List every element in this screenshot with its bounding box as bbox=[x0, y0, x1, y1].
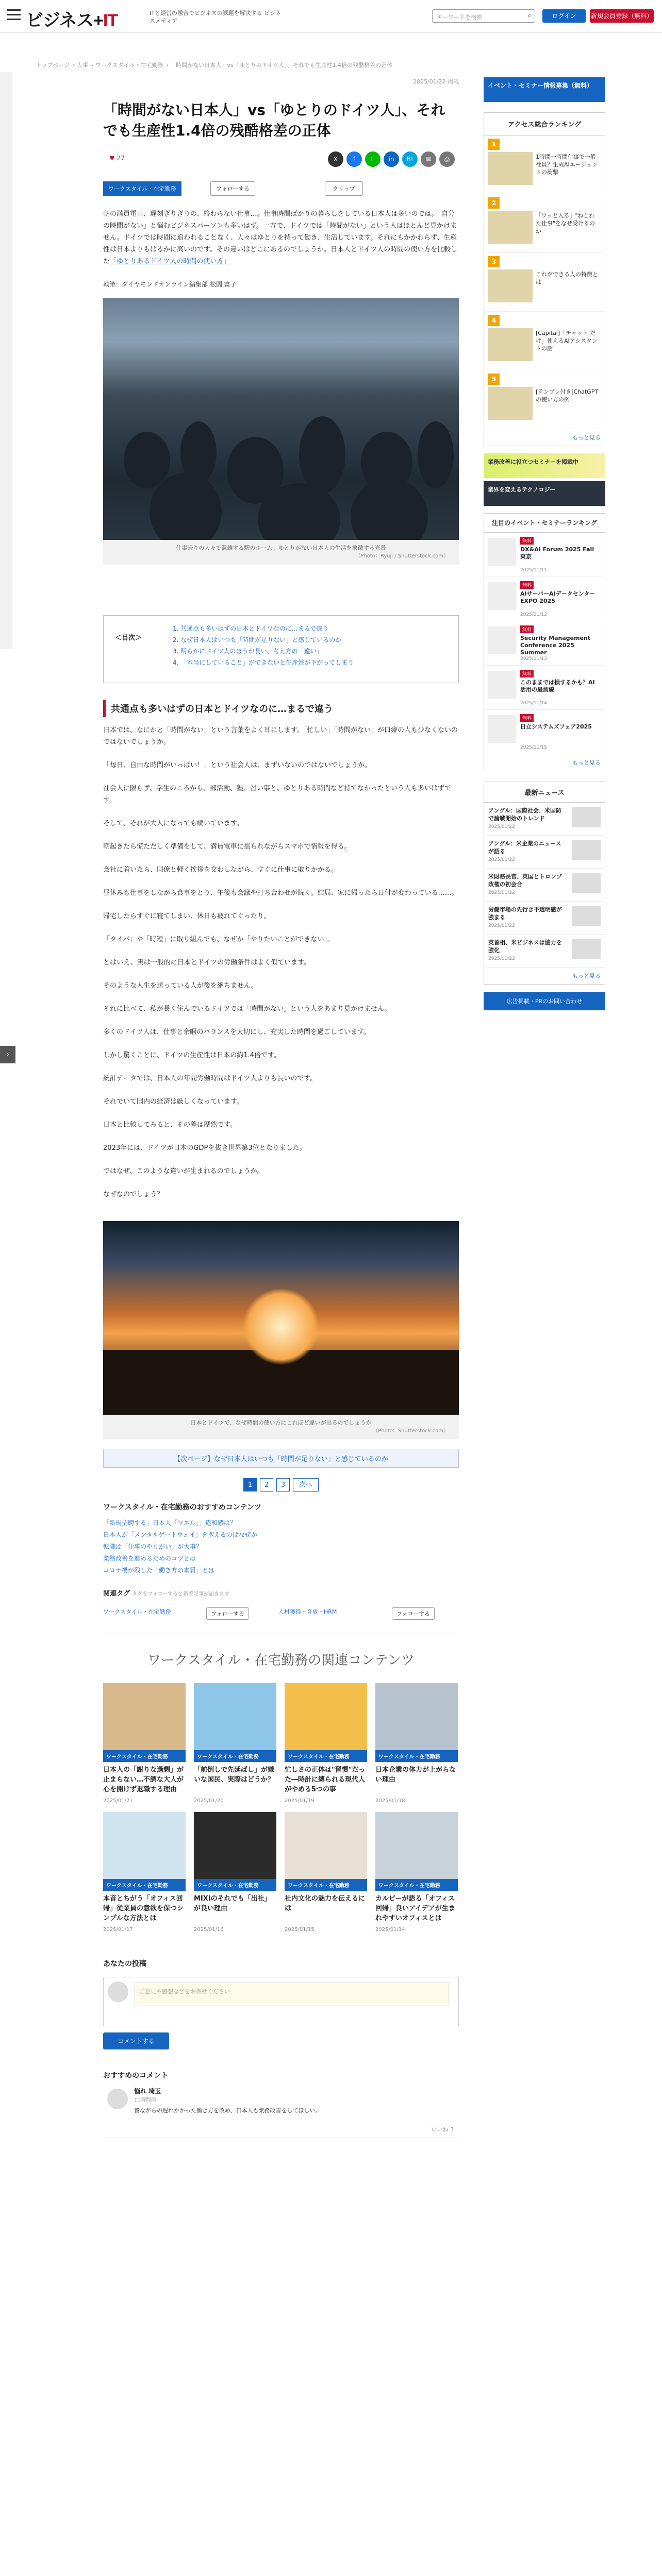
share-buttons bbox=[325, 151, 455, 167]
news-thumbnail bbox=[572, 840, 601, 860]
news-date: 2025/01/22 bbox=[488, 890, 515, 895]
news-title[interactable]: 英首相、米ビジネスは協力を強化 bbox=[488, 939, 562, 954]
photo1-credit: （Photo：Ryuji / Shutterstock.com） bbox=[355, 553, 449, 559]
paragraph: 多くのドイツ人は、仕事と余暇のバランスを大切にし、充実した時間を過ごしています。 bbox=[103, 1028, 370, 1036]
news-title[interactable]: アングル：米企業のニュースが語る bbox=[488, 840, 561, 855]
avatar bbox=[108, 1981, 128, 2002]
event-title[interactable]: Security Management Conference 2025 Summer bbox=[520, 635, 591, 656]
card-label: ワークスタイル・在宅勤務 bbox=[375, 1750, 458, 1762]
comment-item bbox=[103, 2087, 459, 2138]
sidebar-ad[interactable]: 業務改善に役立つセミナーを掲載中 bbox=[484, 453, 605, 478]
ranking-title[interactable]: [テンプレ付き]ChatGPTの使い方の例 bbox=[536, 388, 599, 403]
paragraph: しかし驚くことに、ドイツの生産性は日本の約1.4倍です。 bbox=[103, 1052, 280, 1059]
card-thumbnail bbox=[194, 1683, 276, 1750]
comment-body: 昔ながらの遅れかかった働き方を改め、日本人も業務改善をしてほしい。 bbox=[134, 2107, 321, 2114]
news-thumbnail bbox=[572, 939, 601, 959]
card-date: 2025/01/15 bbox=[285, 1927, 315, 1933]
event-ranking-title: 注目のイベント・セミナーランキング bbox=[484, 514, 605, 533]
ranking-thumbnail bbox=[488, 387, 533, 420]
ranking-thumbnail bbox=[488, 211, 533, 244]
hatena-share-icon[interactable]: B! bbox=[402, 151, 418, 167]
card-date: 2025/01/16 bbox=[194, 1927, 224, 1933]
toc-item[interactable]: 3. 明らかにドイツ人のほうが長い、考え方の「違い」 bbox=[173, 648, 323, 655]
table-of-contents bbox=[103, 615, 459, 683]
card-thumbnail bbox=[375, 1683, 458, 1750]
card-label: ワークスタイル・在宅勤務 bbox=[103, 1879, 186, 1891]
rank-number: 1 bbox=[488, 139, 500, 150]
recommended-title: ワークスタイル・在宅勤務のおすすめコンテンツ bbox=[103, 1503, 262, 1512]
comments-section bbox=[103, 2070, 459, 2138]
sunset-crowd-photo bbox=[103, 1221, 459, 1415]
ranking-more-link[interactable]: もっと見る bbox=[572, 434, 601, 441]
event-badge: 無料 bbox=[520, 714, 534, 722]
event-thumbnail bbox=[488, 538, 516, 566]
card-title[interactable]: 社内文化の魅力を伝えるには bbox=[285, 1895, 366, 1912]
related-tag[interactable]: 人材獲得・育成・HRM bbox=[278, 1608, 337, 1615]
card-thumbnail bbox=[285, 1683, 367, 1750]
card-date: 2025/01/18 bbox=[375, 1798, 405, 1804]
card-title[interactable]: 「前倒しで先延ばし」が嫌いな国民、実際はどうか？ bbox=[194, 1766, 275, 1784]
print-share-icon[interactable]: ⎙ bbox=[439, 151, 455, 167]
news-title: 最新ニュース bbox=[484, 782, 605, 803]
card-thumbnail bbox=[103, 1683, 186, 1750]
paragraph: ではなぜ、このような違いが生まれるのでしょうか。 bbox=[103, 1167, 264, 1175]
menu-icon[interactable] bbox=[7, 9, 21, 21]
card-label: ワークスタイル・在宅勤務 bbox=[194, 1879, 276, 1891]
card-date: 2025/01/21 bbox=[103, 1798, 133, 1804]
related-tags-note: タグをフォローすると新着記事が届きます bbox=[132, 1591, 230, 1597]
card-thumbnail bbox=[285, 1812, 367, 1879]
login-button[interactable]: ログイン bbox=[542, 9, 586, 23]
comment-time: 11時間前 bbox=[134, 2097, 156, 2103]
next-page-button[interactable]: 次へ bbox=[293, 1478, 319, 1492]
sidebar bbox=[484, 77, 605, 1010]
article-author: 執筆：ダイヤモンドオンライン編集部 松園 富子 bbox=[103, 281, 237, 288]
site-logo[interactable]: ビジネス+IT bbox=[26, 11, 118, 30]
paragraph: 昼休みも仕事をしながら食事をとり、午後も会議や打ち合わせが続く。結局、家に帰ったら日付が変わっている……。 bbox=[103, 889, 458, 897]
content-card[interactable] bbox=[285, 1683, 367, 1804]
news-thumbnail bbox=[572, 873, 601, 893]
card-title[interactable]: 忙しさの正体は"習慣"だった―時計に縛られる現代人がやめる5つの事 bbox=[285, 1766, 366, 1793]
recommended-link[interactable]: 日本人が「メンタルゲートウェイ」を抱えるのはなぜか bbox=[103, 1531, 257, 1538]
pr-inquiry-button[interactable]: 広告掲載・PRのお問い合わせ bbox=[484, 992, 605, 1010]
news-title[interactable]: 米財務長官、英国とトロンプ政権の初会合 bbox=[488, 873, 562, 888]
event-badge: 無料 bbox=[520, 670, 534, 677]
news-item[interactable] bbox=[484, 869, 605, 902]
site-tagline: ITと経営の融合でビジネスの課題を解決する ビジネスメディア bbox=[150, 10, 281, 24]
breadcrumb-item: 「時間がない日本人」vs「ゆとりのドイツ人」、それでも生産性1.4倍の残酷格差の正体 bbox=[170, 62, 393, 69]
event-item[interactable] bbox=[484, 533, 605, 577]
breadcrumb-item[interactable]: ワークスタイル・在宅勤務 bbox=[95, 62, 163, 69]
rank-number: 3 bbox=[488, 256, 500, 267]
content-card[interactable] bbox=[194, 1683, 276, 1804]
paragraph: そして、それが大人になっても続いています。 bbox=[103, 820, 243, 827]
news-title[interactable]: アングル：国際社会、米国防で論戦開始のトレンド bbox=[488, 807, 562, 822]
ranking-title[interactable]: 「ワッと入る」"ねじれた仕事"をなぜ受けるのか bbox=[536, 212, 595, 234]
event-badge: 無料 bbox=[520, 581, 534, 589]
article-title: 「時間がない日本人」vs「ゆとりのドイツ人」、それでも生産性1.4倍の残酷格差の正体 bbox=[103, 101, 445, 139]
breadcrumb: トップページ › 人事 › ワークスタイル・在宅勤務 › 「時間がない日本人」vs「ゆとりのドイツ人」、それでも生産性1.4倍の残酷格差の正体 bbox=[36, 62, 393, 69]
paragraph: 「タイパ」や「時短」に取り組んでも、なぜか「やりたいことができない」。 bbox=[103, 936, 334, 943]
event-submit-banner[interactable]: イベント・セミナー情報募集（無料） bbox=[484, 77, 605, 102]
card-date: 2025/01/19 bbox=[285, 1798, 315, 1804]
linkedin-share-icon[interactable]: in bbox=[384, 151, 399, 167]
avatar bbox=[107, 2089, 128, 2109]
comment-like-button[interactable]: いいね 3 bbox=[431, 2126, 454, 2133]
tag-follow-button[interactable]: フォローする bbox=[206, 1607, 249, 1620]
paragraph: とはいえ、実は一般的に日本とドイツの労働条件はよく似ています。 bbox=[103, 959, 311, 967]
lead-link[interactable]: 「ゆとりあるドイツ人の時間の使い方」 bbox=[110, 258, 230, 265]
event-ranking bbox=[484, 513, 605, 771]
article-body bbox=[103, 724, 459, 1200]
register-button[interactable]: 新規会員登録（無料） bbox=[590, 9, 654, 23]
x-share-icon[interactable]: X bbox=[328, 151, 343, 167]
news-date: 2025/01/22 bbox=[488, 857, 515, 862]
paragraph: なぜなのでしょう？ bbox=[103, 1191, 164, 1198]
paragraph: 社会人に限らず、学生のころから、部活動、塾、習い事と、ゆとりある時間など持てなかったという人も多いはずです。 bbox=[103, 785, 452, 804]
related-content-title: ワークスタイル・在宅勤務の関連コンテンツ bbox=[103, 1634, 459, 1669]
card-title[interactable]: MIXIのそれでも「出社」が良い理由 bbox=[194, 1895, 271, 1912]
access-ranking bbox=[484, 112, 605, 446]
event-thumbnail bbox=[488, 626, 516, 654]
line-share-icon[interactable]: L bbox=[365, 151, 380, 167]
page-1[interactable]: 1 bbox=[243, 1478, 257, 1492]
recommended-link[interactable]: 「新規招聘する」日本人「ワエル」」違和感は？ bbox=[103, 1519, 237, 1527]
post-form bbox=[103, 1958, 459, 2049]
news-item[interactable] bbox=[484, 902, 605, 935]
event-title[interactable]: 日立システムズフェア2025 bbox=[520, 723, 592, 730]
content-card[interactable] bbox=[375, 1683, 458, 1804]
news-date: 2025/01/22 bbox=[488, 956, 515, 961]
card-date: 2025/01/20 bbox=[194, 1798, 224, 1804]
post-title: あなたの投稿 bbox=[103, 1960, 146, 1968]
like-button[interactable]: ♥ 27 bbox=[109, 155, 125, 162]
event-title[interactable]: このままでは損するかも？AI活用の最前線 bbox=[520, 679, 595, 693]
paragraph: 「毎日、自由な時間がいっぱい！」という社会人は、まずいないのではないでしょうか。 bbox=[103, 761, 372, 769]
content-card[interactable] bbox=[194, 1812, 276, 1933]
news-date: 2025/01/22 bbox=[488, 923, 515, 928]
event-date: 2025/11/11 bbox=[520, 568, 547, 573]
news-thumbnail bbox=[572, 906, 601, 926]
content-card[interactable] bbox=[103, 1812, 186, 1933]
event-badge: 無料 bbox=[520, 537, 534, 545]
latest-news bbox=[484, 782, 605, 985]
paragraph: 朝起きたら慌ただしく準備をして、満員電車に揺られながらスマホで情報を得る。 bbox=[103, 843, 351, 851]
card-label: ワークスタイル・在宅勤務 bbox=[194, 1750, 276, 1762]
event-more-link[interactable]: もっと見る bbox=[572, 759, 601, 766]
related-tags bbox=[103, 1588, 459, 1618]
recommended-link[interactable]: 業務改善を進めるためのコツとは bbox=[103, 1555, 196, 1562]
news-title[interactable]: 労働市場の先行き不透明感が強まる bbox=[488, 906, 562, 921]
card-title[interactable]: 本音とちがう「オフィス回帰」従業員の意欲を保つシンプルな方法とは bbox=[103, 1895, 184, 1922]
search-input[interactable]: キーワードを検索 ⌕ bbox=[432, 9, 535, 23]
event-date: 2025/11/14 bbox=[520, 701, 547, 706]
breadcrumb-item[interactable]: 人事 bbox=[76, 62, 88, 69]
card-label: ワークスタイル・在宅勤務 bbox=[285, 1750, 367, 1762]
card-label: ワークスタイル・在宅勤務 bbox=[375, 1879, 458, 1891]
search-icon[interactable]: ⌕ bbox=[527, 12, 532, 20]
comment-author[interactable]: 悩れ 埼玉 bbox=[134, 2088, 161, 2095]
card-date: 2025/01/14 bbox=[375, 1927, 405, 1933]
mail-share-icon[interactable]: ✉ bbox=[421, 151, 436, 167]
page-3[interactable]: 3 bbox=[276, 1478, 290, 1492]
related-tag[interactable]: ワークスタイル・在宅勤務 bbox=[103, 1608, 171, 1615]
card-thumbnail bbox=[375, 1812, 458, 1879]
paragraph: 会社に着いたら、同僚と軽く挨拶を交わしながら、すぐに仕事に取りかかる。 bbox=[103, 866, 338, 874]
paragraph: 帰宅したらすぐに寝てしまい、休日も疲れてぐったり。 bbox=[103, 912, 271, 920]
event-item[interactable] bbox=[484, 666, 605, 710]
page-2[interactable]: 2 bbox=[260, 1478, 273, 1492]
ranking-item[interactable] bbox=[484, 135, 605, 194]
rank-number: 2 bbox=[488, 197, 500, 209]
ranking-title: アクセス総合ランキング bbox=[484, 113, 605, 135]
left-ad-rail bbox=[0, 72, 12, 649]
event-date: 2025/11/13 bbox=[520, 656, 547, 662]
follow-button[interactable]: フォローする bbox=[210, 181, 255, 196]
like-count: 27 bbox=[117, 155, 125, 162]
article-lead: 朝の満員電車、遅刻ぎりぎりの、終わらない仕事…。仕事時間ばかりの暮らしをしている日本人は多いのでは。「自分の時間がない」と悩むビジネスパーソンも多いはず。一方で、ドイツでは「時間がない」という人はほとんど見かけません。ドイツでは時間に追われることなく、人々はゆとりを持って働き、生活しています。それにもかかわらず、生産性は日本よりもはるかに高いのです。その違いはどこにあるのでしょうか。日本人とドイツ人の時間の使い方を比較した「ゆとりあるドイツ人の時間の使い方」 bbox=[103, 210, 458, 265]
header bbox=[0, 0, 662, 33]
news-thumbnail bbox=[572, 807, 601, 827]
post-box bbox=[103, 1977, 459, 2026]
sidebar-ad[interactable]: 業界を変えるテクノロジー bbox=[484, 481, 605, 506]
clip-button[interactable]: クリップ bbox=[325, 181, 363, 196]
paragraph: 日本では、なにかと「時間がない」という言葉をよく耳にします。「忙しい」「時間がない」が口癖の人も少なくないのではないでしょうか。 bbox=[103, 726, 458, 746]
card-title[interactable]: 日本企業の体力が上がらない理由 bbox=[375, 1766, 456, 1784]
related-cards bbox=[103, 1683, 459, 1933]
rank-number: 4 bbox=[488, 315, 500, 326]
rank-number: 5 bbox=[488, 374, 500, 385]
article-main bbox=[103, 77, 459, 2138]
ranking-item[interactable] bbox=[484, 253, 605, 312]
comments-title: おすすめのコメント bbox=[103, 2072, 169, 2080]
facebook-share-icon[interactable]: f bbox=[346, 151, 362, 167]
comment-input[interactable]: ご意見や感想などをお寄せください bbox=[135, 1982, 449, 2006]
event-thumbnail bbox=[488, 671, 516, 699]
paragraph: それに比べて、私が長く住んでいるドイツでは「時間がない」という人をあまり見かけません。 bbox=[103, 1005, 391, 1013]
event-item[interactable] bbox=[484, 577, 605, 621]
card-label: ワークスタイル・在宅勤務 bbox=[285, 1879, 367, 1891]
photo2-credit: （Photo：Shutterstock.com） bbox=[373, 1428, 449, 1434]
social-bar bbox=[103, 151, 459, 172]
breadcrumb-item[interactable]: トップページ bbox=[36, 62, 70, 69]
paragraph: それでいて国内の経済は厳しくなっています。 bbox=[103, 1098, 243, 1106]
content-card[interactable] bbox=[103, 1683, 186, 1804]
comment-submit-button[interactable]: コメントする bbox=[103, 2032, 169, 2049]
toc-item[interactable]: 2. なぜ日本人はいつも「時間が足りない」と感じているのか bbox=[173, 636, 342, 643]
content-card[interactable] bbox=[285, 1812, 367, 1933]
news-date: 2025/01/22 bbox=[488, 824, 515, 829]
side-arrow-icon[interactable]: › bbox=[0, 1046, 15, 1063]
news-more-link[interactable]: もっと見る bbox=[572, 973, 601, 979]
tag-row bbox=[103, 179, 459, 200]
paragraph: 日本と比較してみると、その差は歴然です。 bbox=[103, 1121, 237, 1129]
related-tags-title: 関連タグ bbox=[103, 1590, 130, 1598]
ranking-thumbnail bbox=[488, 152, 533, 185]
ranking-item[interactable] bbox=[484, 194, 605, 253]
event-title[interactable]: AIサーバーAIデータセンターEXPO 2025 bbox=[520, 590, 595, 604]
recommended-link[interactable]: コロナ禍が残した「働き方の本質」とは bbox=[103, 1567, 215, 1574]
related-tag-row bbox=[103, 1603, 459, 1618]
card-thumbnail bbox=[194, 1812, 276, 1879]
card-label: ワークスタイル・在宅勤務 bbox=[103, 1750, 186, 1762]
recommended-content bbox=[103, 1502, 459, 1577]
ranking-item[interactable] bbox=[484, 312, 605, 370]
toc-item[interactable]: 1. 共通点も多いはずの日本とドイツなのに…まるで違う bbox=[173, 625, 329, 632]
card-title[interactable]: 日本人の「謝りな過剰」が止まらない…不調な大人が心を開けず退職する理由 bbox=[103, 1766, 184, 1793]
event-thumbnail bbox=[488, 715, 516, 743]
tag-follow-button[interactable]: フォローする bbox=[392, 1607, 435, 1620]
photo2-caption: 日本とドイツで、なぜ時間の使い方にこれほど違いが出るのでしょうか （Photo：Shutterstock.com） bbox=[103, 1415, 459, 1439]
card-thumbnail bbox=[103, 1812, 186, 1879]
event-item[interactable] bbox=[484, 621, 605, 666]
ranking-title[interactable]: [Capital]「チャット だけ」使えるAIアシスタントの話 bbox=[536, 330, 598, 352]
ranking-thumbnail bbox=[488, 328, 533, 361]
section-heading: 共通点も多いはずの日本とドイツなのに…まるで違う bbox=[103, 700, 459, 717]
toc-item[interactable]: 4. 「本当にしていること」ができないと生産性が下がってしまう bbox=[173, 659, 354, 666]
event-date: 2025/11/12 bbox=[520, 612, 547, 617]
station-crowd-photo bbox=[103, 298, 459, 540]
card-date: 2025/01/17 bbox=[103, 1927, 133, 1933]
ranking-title[interactable]: これができる人の特徴とは bbox=[536, 271, 598, 285]
pagination bbox=[103, 1478, 459, 1492]
article-tag[interactable]: ワークスタイル・在宅勤務 bbox=[103, 181, 181, 196]
event-badge: 無料 bbox=[520, 625, 534, 633]
toc-title: ＜目次＞ bbox=[115, 634, 142, 642]
photo1-caption: 仕事帰りの人々で混雑する駅のホーム。ゆとりがない日本人の生活を象徴する光景 （Photo：Ryuji / Shutterstock.com） bbox=[103, 540, 459, 565]
news-item[interactable] bbox=[484, 935, 605, 968]
event-item[interactable] bbox=[484, 710, 605, 754]
news-item[interactable] bbox=[484, 803, 605, 836]
article-date: 2025/01/22 掲載 bbox=[413, 78, 459, 85]
content-card[interactable] bbox=[375, 1812, 458, 1933]
ranking-thumbnail bbox=[488, 269, 533, 302]
recommended-link[interactable]: 転職は「仕事のやりがい」が大事？ bbox=[103, 1543, 203, 1550]
card-title[interactable]: カルビーが語る「オフィス回帰」良いアイデアが生まれやすいオフィスとは bbox=[375, 1895, 455, 1922]
next-page-link[interactable]: 【次ページ】なぜ日本人はいつも「時間が足りない」と感じているのか bbox=[103, 1449, 459, 1468]
event-date: 2025/11/15 bbox=[520, 745, 547, 750]
paragraph: そのような人生を送っている人が後を絶ちません。 bbox=[103, 982, 258, 990]
ranking-item[interactable] bbox=[484, 370, 605, 429]
news-item[interactable] bbox=[484, 836, 605, 869]
paragraph: 2023年には、ドイツが日本のGDPを抜き世界第3位となりました。 bbox=[103, 1144, 306, 1152]
event-title[interactable]: DX&AI Forum 2025 Fall 東京 bbox=[520, 546, 594, 560]
ranking-title[interactable]: 1時間一時間仕事で一般社員？生成AIエージェントの衝撃 bbox=[536, 154, 598, 176]
paragraph: 統計データでは、日本人の年間労働時間はドイツ人よりも長いのです。 bbox=[103, 1075, 317, 1082]
event-thumbnail bbox=[488, 582, 516, 610]
